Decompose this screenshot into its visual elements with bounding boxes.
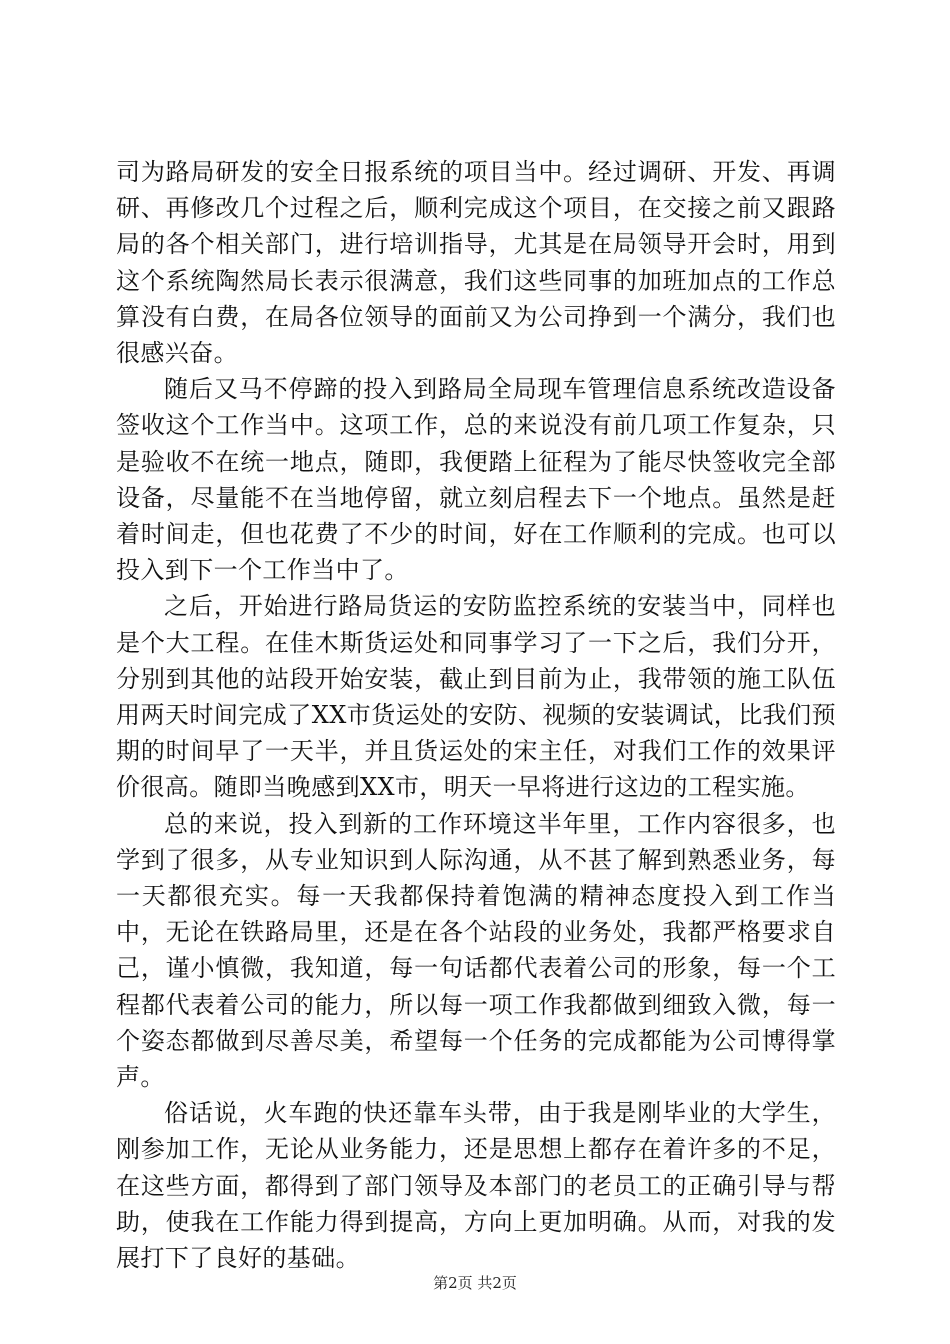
paragraph-security-monitoring: 之后，开始进行路局货运的安防监控系统的安装当中，同样也是个大工程。在佳木斯货运处和同事学习了一下之后，我们分开，分别到其他的站段开始安装，截止到目前为止，我带领的施工队伍用两天时间完成了XX市货运处的安防、视频的安装调试，比我们预期的时间早了一天半，并且货运处的宋主任，对我们工作的效果评价很高。随即当晚感到XX市，明天一早将进行这边的工程实施。 [116,592,836,802]
paragraph-continuation: 司为路局研发的安全日报系统的项目当中。经过调研、开发、再调研、再修改几个过程之后，顺利完成这个项目，在交接之前又跟路局的各个相关部门，进行培训指导，尤其是在局领导开会时，用到这个系统陶然局长表示很满意，我们这些同事的加班加点的工作总算没有白费，在局各位领导的面前又为公司挣到一个满分，我们也很感兴奋。 [116,158,836,368]
paragraph-summary: 总的来说，投入到新的工作环境这半年里，工作内容很多，也学到了很多，从专业知识到人际沟通，从不甚了解到熟悉业务，每一天都很充实。每一天我都保持着饱满的精神态度投入到工作当中，无论在铁路局里，还是在各个站段的业务处，我都严格要求自己，谨小慎微，我知道，每一句话都代表着公司的形象，每一个工程都代表着公司的能力，所以每一项工作我都做到细致入微，每一个姿态都做到尽善尽美，希望每一个任务的完成都能为公司博得掌声。 [116,809,836,1092]
paragraph-growth: 俗话说，火车跑的快还靠车头带，由于我是刚毕业的大学生，刚参加工作，无论从业务能力，还是思想上都存在着许多的不足，在这些方面，都得到了部门领导及本部门的老员工的正确引导与帮助，使我在工作能力得到提高，方向上更加明确。从而，对我的发展打下了良好的基础。 [116,1099,836,1273]
page-number-footer: 第2页 共2页 [433,1274,517,1292]
paragraph-equipment-signoff: 随后又马不停蹄的投入到路局全局现车管理信息系统改造设备签收这个工作当中。这项工作，总的来说没有前几项工作复杂，只是验收不在统一地点，随即，我便踏上征程为了能尽快签收完全部设备，尽量能不在当地停留，就立刻启程去下一个地点。虽然是赶着时间走，但也花费了不少的时间，好在工作顺利的完成。也可以投入到下一个工作当中了。 [116,375,836,585]
document-body [116,154,836,1276]
